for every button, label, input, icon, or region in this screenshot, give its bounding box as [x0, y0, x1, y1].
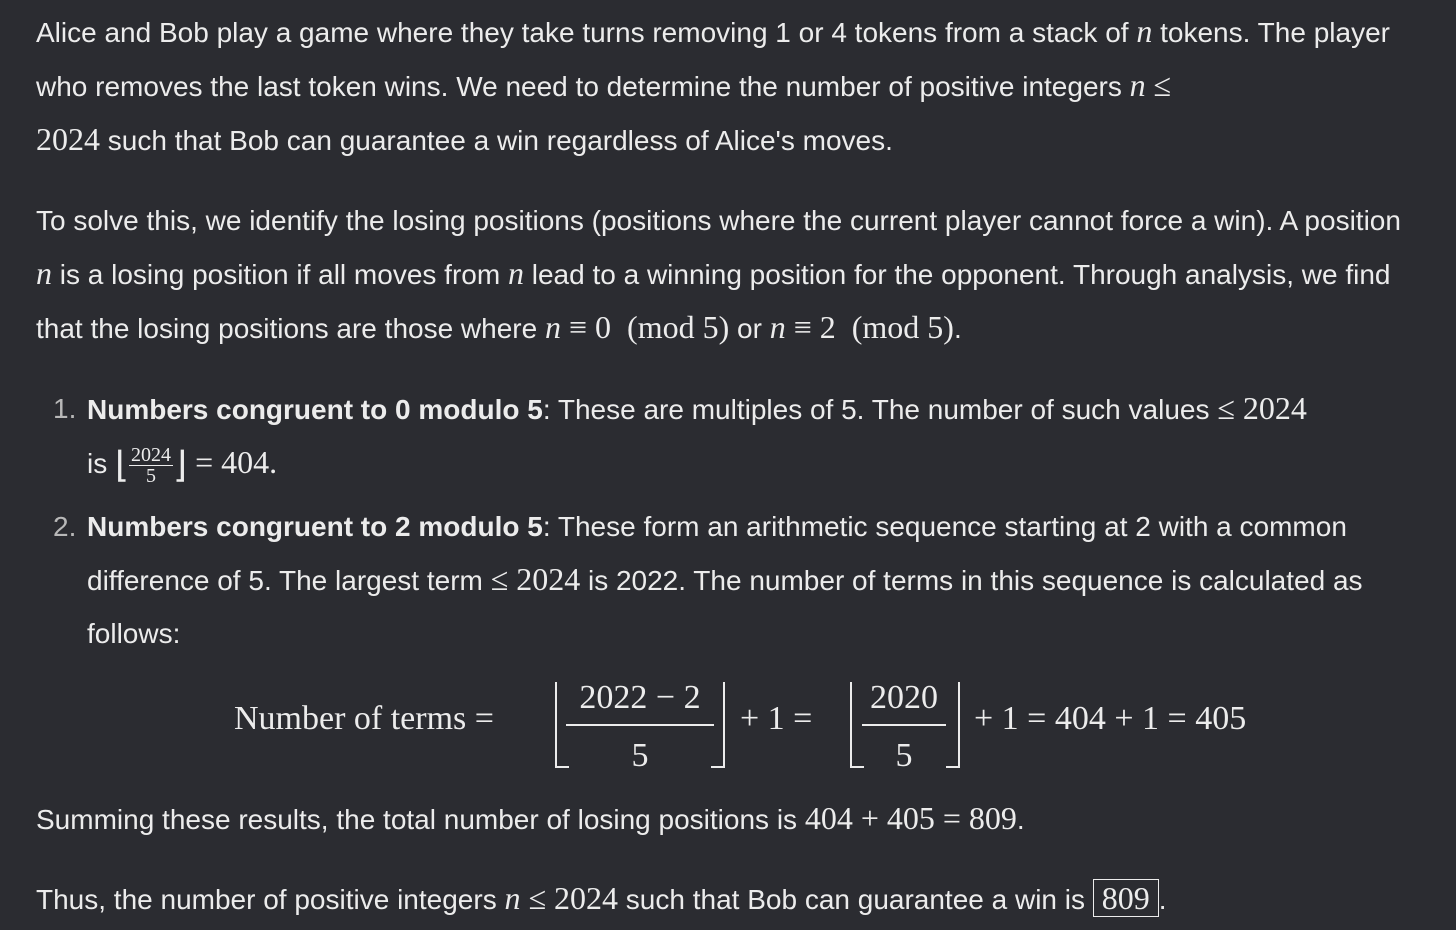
text: .: [1158, 884, 1167, 916]
math-op: ≤: [1153, 67, 1171, 103]
list-item: [53, 500, 1420, 660]
fraction: [862, 678, 946, 776]
math-var: n: [1129, 67, 1146, 103]
text: .: [1016, 804, 1025, 836]
math-op: ≤: [520, 880, 555, 917]
boxed-answer: 809: [1093, 879, 1159, 917]
math-op: ≤: [490, 561, 509, 598]
math-result: + 1 = 404 + 1 = 405: [974, 700, 1247, 738]
floor-right-icon: [946, 682, 960, 768]
text: .: [953, 313, 962, 344]
fraction-denominator: 5: [631, 737, 649, 775]
text: is 2022. The number of terms in this sequence is calculated as follows:: [87, 565, 1363, 650]
fraction: [566, 678, 714, 776]
list-item-title: Numbers congruent to 2 modulo 5: [87, 511, 543, 543]
text: such that Bob can guarantee a win is: [618, 884, 1093, 916]
floor-right-icon: [711, 682, 725, 768]
conclusion-paragraph: [36, 872, 1420, 926]
losing-positions-paragraph: [36, 194, 1420, 355]
fraction-numerator: 2024: [131, 444, 172, 467]
text: : These are multiples of 5. The number of such values: [542, 394, 1218, 425]
math-op: ≤: [1217, 390, 1235, 426]
fraction-denominator: 5: [895, 737, 913, 775]
math-result: = 404.: [187, 444, 278, 480]
text: : These form an arithmetic sequence starting at 2 with a common difference of 5. The largest term: [87, 511, 1347, 597]
summing-paragraph: [36, 792, 1420, 846]
math-num: 2024: [508, 561, 581, 598]
list-item-title: Numbers congruent to 0 modulo 5: [87, 394, 543, 425]
floor-right-icon: ⌋: [173, 445, 188, 487]
equation-label: Number of terms =: [234, 700, 494, 738]
text: Alice and Bob play a game where they take turns removing 1 or 4 tokens from a stack of: [36, 17, 1137, 48]
intro-paragraph: [36, 5, 1420, 167]
math-var: n: [507, 255, 524, 291]
math-var: n: [1136, 13, 1153, 49]
math-congruence: ≡ 0 (mod 5): [560, 309, 730, 345]
math-expression: 404 + 405 = 809: [804, 800, 1017, 837]
math-num: 2024: [1234, 390, 1307, 426]
ordered-list: [36, 382, 1420, 660]
text: tokens. The player who removes the last token wins. We need to determine the number of positive integers: [36, 17, 1390, 102]
math-var: n: [36, 255, 52, 291]
text: or: [729, 313, 770, 344]
text: To solve this, we identify the losing positions (positions where the current player cannot force a win). A position: [36, 205, 1401, 236]
math-var: n: [769, 309, 786, 345]
math-num: 2024: [36, 121, 100, 157]
math-op: + 1 =: [740, 700, 813, 738]
fraction-denominator: 5: [146, 465, 157, 488]
math-var: n: [504, 880, 521, 917]
floor-left-icon: ⌊: [115, 445, 130, 487]
fraction: [129, 445, 173, 486]
math-congruence: ≡ 2 (mod 5): [785, 309, 954, 345]
text: Thus, the number of positive integers: [36, 884, 505, 916]
text: lead to a winning position for the opponent. Through analysis, we find that the losing positions are those where: [36, 259, 1391, 344]
display-equation: [36, 660, 1420, 790]
text: such that Bob can guarantee a win regardless of Alice's moves.: [100, 125, 893, 156]
list-number: 1.: [53, 393, 77, 424]
text: is: [87, 448, 115, 479]
list-number: 2.: [53, 511, 77, 543]
fraction-numerator: 2022 − 2: [566, 678, 714, 726]
text: Summing these results, the total number of losing positions is: [36, 804, 805, 836]
math-num: 2024: [554, 880, 619, 917]
math-var: n: [544, 309, 561, 345]
list-item: [53, 382, 1420, 492]
fraction-numerator: 2020: [862, 678, 946, 726]
text: is a losing position if all moves from: [52, 259, 508, 290]
